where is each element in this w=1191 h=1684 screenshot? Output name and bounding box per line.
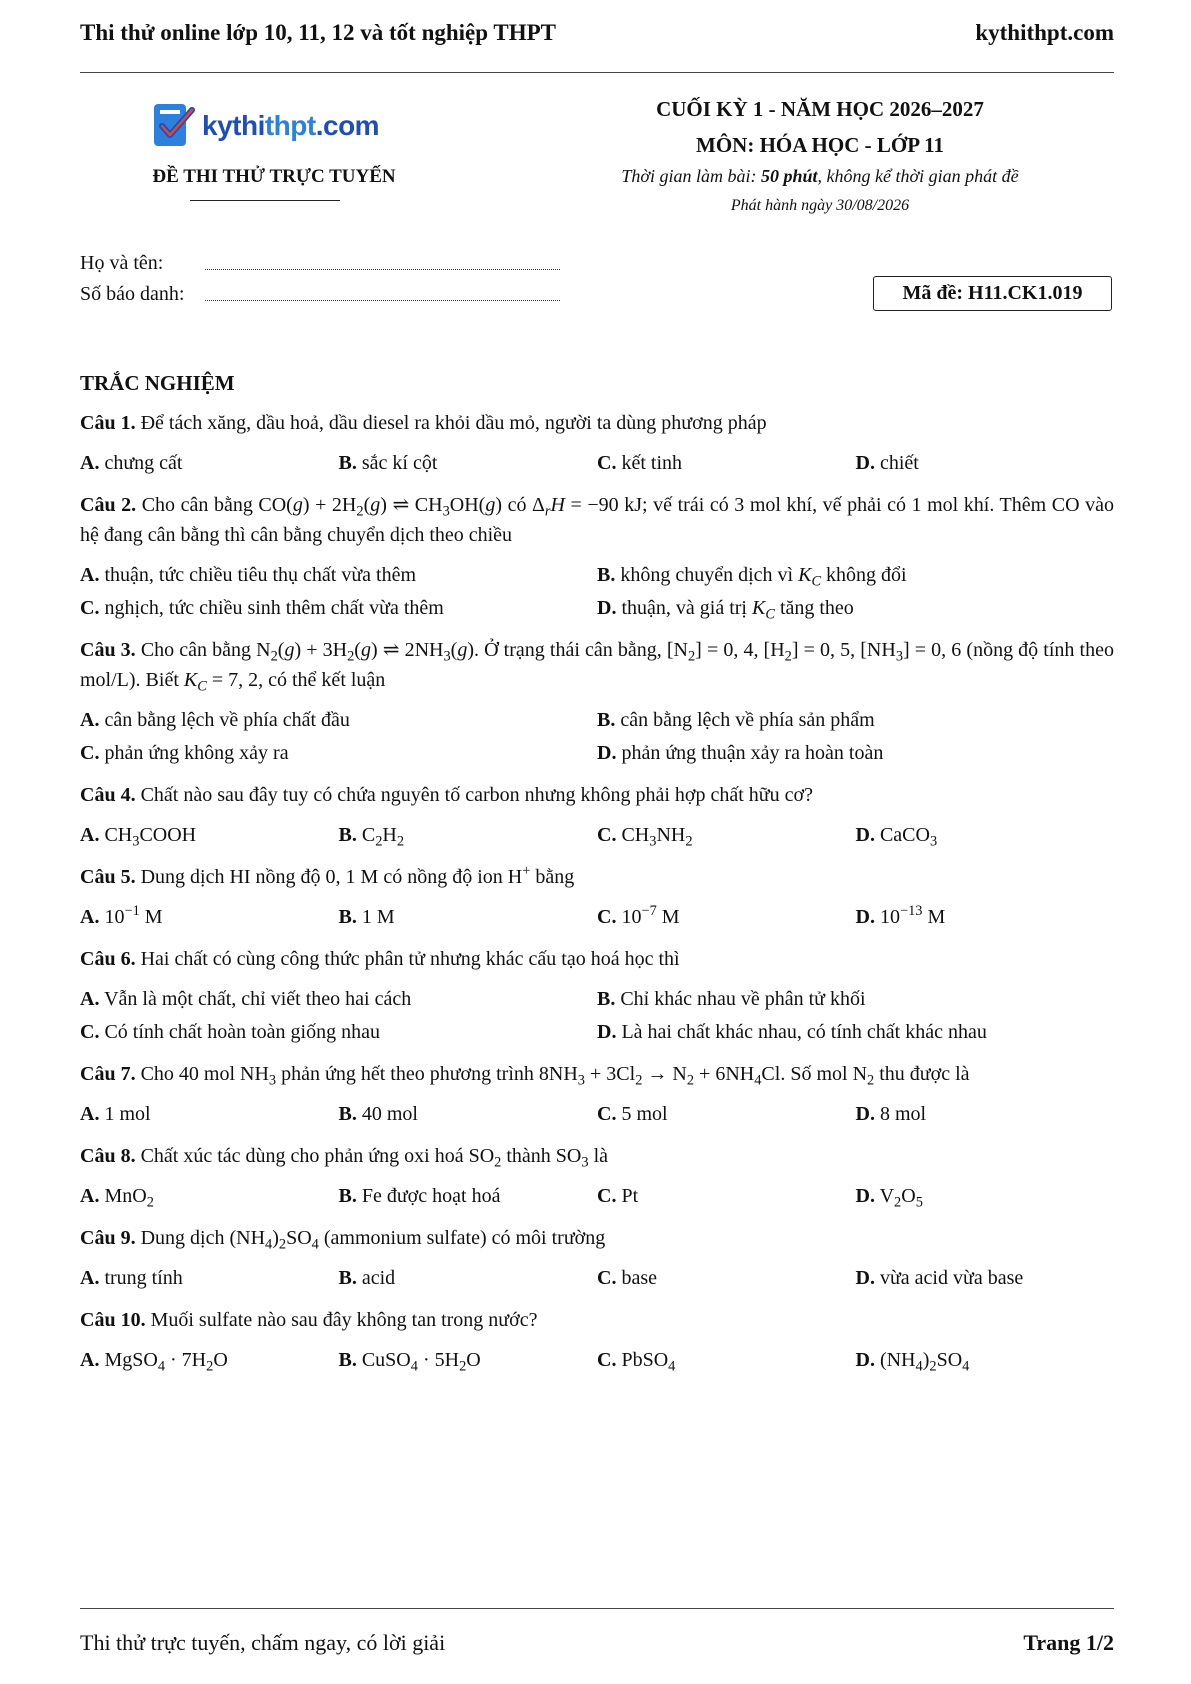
logo-wordmark: kythithpt.com xyxy=(202,110,380,141)
running-header xyxy=(80,20,1114,46)
option-a[interactable]: A. $CH_3COOH$ xyxy=(80,824,197,850)
header-left-text: Thi thử online lớp 10, 11, 12 và tốt nghiệp THPT xyxy=(80,20,556,45)
question-10: Câu 10. Muối sulfate nào sau đây không tan trong nước? A. MgSO$_4$ · $7H_2O$ B. CuSO$_4$ · $5H_2O$ C. PbSO$_4$ D. $(NH_4)_2SO_4$ xyxy=(80,1305,1114,1375)
title-underline xyxy=(190,200,340,201)
exam-code-box: Mã đề: H11.CK1.019 xyxy=(873,276,1112,311)
option-b[interactable]: B. Fe được hoạt hoá xyxy=(338,1185,501,1207)
option-c[interactable]: C. kết tinh xyxy=(597,452,682,474)
option-d[interactable]: D. 8 mol xyxy=(855,1103,927,1125)
option-a[interactable]: A. MgSO$_4$ · $7H_2O$ xyxy=(80,1349,228,1375)
option-b[interactable]: B. không chuyển dịch vì $K_C$ không đổi xyxy=(597,564,907,590)
candidate-id-label: Số báo danh: xyxy=(80,283,185,305)
option-d[interactable]: D. thuận, và giá trị $K_C$ tăng theo xyxy=(597,597,854,623)
option-b[interactable]: B. 1 M xyxy=(338,906,395,928)
header-site-link[interactable]: kythithpt.com xyxy=(975,20,1114,45)
option-a[interactable]: A. chưng cất xyxy=(80,452,183,474)
option-d[interactable]: D. vừa acid vừa base xyxy=(855,1267,1024,1289)
option-a[interactable]: A. thuận, tức chiều tiêu thụ chất vừa thêm xyxy=(80,564,417,586)
option-a[interactable]: A. $10^{-1}$ M xyxy=(80,903,163,928)
option-b[interactable]: B. $C_2H_2$ xyxy=(338,824,405,850)
option-d[interactable]: D. Là hai chất khác nhau, có tính chất khác nhau xyxy=(597,1021,987,1043)
option-c[interactable]: C. $10^{-7}$ M xyxy=(597,903,680,928)
exam-info xyxy=(580,96,1060,215)
option-a[interactable]: A. trung tính xyxy=(80,1267,183,1289)
candidate-id-field[interactable] xyxy=(80,283,560,306)
online-exam-title: ĐỀ THI THỬ TRỰC TUYẾN xyxy=(152,166,396,187)
footer-tagline: Thi thử trực tuyến, chấm ngay, có lời giải xyxy=(80,1630,446,1655)
option-b[interactable]: B. Chỉ khác nhau về phân tử khối xyxy=(597,988,866,1010)
exam-title: CUỐI KỲ 1 - NĂM HỌC 2026–2027 xyxy=(656,97,984,121)
option-c[interactable]: C. Pt xyxy=(597,1185,639,1207)
question-2: Câu 2. Cho cân bằng $CO(g) + 2H_2(g)$ ⇌ $CH_3OH(g)$ có $\Delta_rH = -90$ kJ; vế trái có 3 mol khí, vế phải có 1 mol khí. Thêm CO vào hệ đang cân bằng thì cân bằng chuyển dịch theo chiều A. thuận, tức chiều tiêu thụ chất vừa thêm B. không chuyển dịch vì $K_C$ không đổi C. nghịch, tức chiều sinh thêm chất vừa thêm D. thuận, và giá trị $K_C$ tăng theo xyxy=(80,494,1114,623)
question-9: Câu 9. Dung dịch $(NH_4)_2SO_4$ (ammonium sulfate) có môi trường A. trung tính B. acid C. base D. vừa acid vừa base xyxy=(80,1223,1114,1293)
release-date: Phát hành ngày 30/08/2026 xyxy=(730,197,910,214)
option-c[interactable]: C. Có tính chất hoàn toàn giống nhau xyxy=(80,1021,380,1043)
option-a[interactable]: A. Vẫn là một chất, chỉ viết theo hai cách xyxy=(80,988,412,1010)
question-8: Câu 8. Chất xúc tác dùng cho phản ứng oxi hoá $SO_2$ thành $SO_3$ là A. MnO$_2$ B. Fe được hoạt hoá C. Pt D. $V_2O_5$ xyxy=(80,1141,1114,1211)
section-title: TRẮC NGHIỆM xyxy=(80,371,235,395)
option-c[interactable]: C. 5 mol xyxy=(597,1103,668,1125)
header-rule xyxy=(80,72,1114,73)
option-b[interactable]: B. cân bằng lệch về phía sản phẩm xyxy=(597,709,875,731)
question-4: Câu 4. Chất nào sau đây tuy có chứa nguyên tố carbon nhưng không phải hợp chất hữu cơ? A. $CH_3COOH$ B. $C_2H_2$ C. $CH_3NH_2$ D. CaCO$_3$ xyxy=(80,780,1114,850)
option-d[interactable]: D. CaCO$_3$ xyxy=(855,824,938,850)
name-label: Họ và tên: xyxy=(80,252,164,274)
name-field[interactable] xyxy=(80,252,560,275)
option-b[interactable]: B. sắc kí cột xyxy=(338,452,438,474)
exam-duration: Thời gian làm bài: 50 phút, không kể thời gian phát đề xyxy=(621,166,1019,186)
option-b[interactable]: B. 40 mol xyxy=(338,1103,418,1125)
option-d[interactable]: D. $V_2O_5$ xyxy=(855,1185,923,1211)
question-1: Câu 1. Để tách xăng, dầu hoả, dầu diesel ra khỏi dầu mỏ, người ta dùng phương pháp A. chưng cất B. sắc kí cột C. kết tinh D. chiết xyxy=(80,408,1114,478)
option-c[interactable]: C. base xyxy=(597,1267,657,1289)
logo-check-icon xyxy=(152,102,198,150)
option-a[interactable]: A. cân bằng lệch về phía chất đầu xyxy=(80,709,350,731)
option-a[interactable]: A. MnO$_2$ xyxy=(80,1185,154,1211)
exam-subject: MÔN: HÓA HỌC - LỚP 11 xyxy=(696,133,944,157)
option-d[interactable]: D. $10^{-13}$ M xyxy=(855,903,946,928)
option-b[interactable]: B. CuSO$_4$ · $5H_2O$ xyxy=(338,1349,481,1375)
exam-page xyxy=(80,0,1114,1684)
page-footer xyxy=(80,1630,1114,1656)
option-c[interactable]: C. phản ứng không xảy ra xyxy=(80,742,289,764)
option-c[interactable]: C. nghịch, tức chiều sinh thêm chất vừa thêm xyxy=(80,597,444,619)
question-list xyxy=(80,408,1114,1387)
question-5: Câu 5. Dung dịch HI nồng độ 0, 1 M có nồng độ ion H+ bằng A. $10^{-1}$ M B. 1 M C. $10^{-7}$ M D. $10^{-13}$ M xyxy=(80,862,1114,932)
option-b[interactable]: B. acid xyxy=(338,1267,396,1289)
question-6: Câu 6. Hai chất có cùng công thức phân tử nhưng khác cấu tạo hoá học thì A. Vẫn là một chất, chỉ viết theo hai cách B. Chỉ khác nhau về phân tử khối C. Có tính chất hoàn toàn giống nhau D. Là hai chất khác nhau, có tính chất khác nhau xyxy=(80,944,1114,1047)
option-d[interactable]: D. chiết xyxy=(855,452,919,474)
option-d[interactable]: D. $(NH_4)_2SO_4$ xyxy=(855,1349,970,1375)
option-c[interactable]: C. $CH_3NH_2$ xyxy=(597,824,693,850)
option-d[interactable]: D. phản ứng thuận xảy ra hoàn toàn xyxy=(597,742,884,764)
option-a[interactable]: A. 1 mol xyxy=(80,1103,151,1125)
question-3: Câu 3. Cho cân bằng $N_2(g) + 3H_2(g)$ ⇌ $2NH_3(g)$. Ở trạng thái cân bằng, $[N_2] = 0$, 4, $[H_2] = 0$, 5, $[NH_3] = 0$, 6 (nồng độ tính theo mol/L). Biết $K_C = 7$, 2, có thể kết luận A. cân bằng lệch về phía chất đầu B. cân bằng lệch về phía sản phẩm C. phản ứng không xảy ra D. phản ứng thuận xảy ra hoàn toàn xyxy=(80,635,1114,768)
footer-rule xyxy=(80,1608,1114,1609)
candidate-id-blank[interactable] xyxy=(205,286,560,301)
question-7: Câu 7. Cho 40 mol $NH_3$ phản ứng hết theo phương trình $8NH_3 + 3Cl_2 \to N_2 + 6NH_4Cl$. Số mol $N_2$ thu được là A. 1 mol B. 40 mol C. 5 mol D. 8 mol xyxy=(80,1059,1114,1129)
site-logo xyxy=(152,102,379,150)
name-blank[interactable] xyxy=(205,255,560,270)
page-number: Trang 1/2 xyxy=(1023,1630,1114,1655)
option-c[interactable]: C. PbSO$_4$ xyxy=(597,1349,676,1375)
